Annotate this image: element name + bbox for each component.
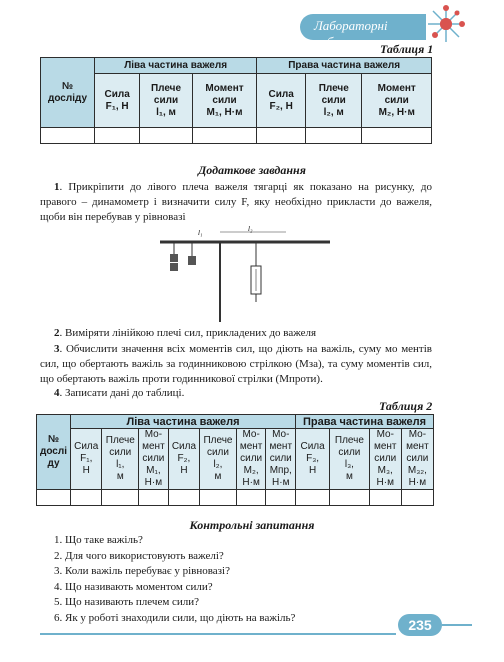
table2-col-header-line: Плече bbox=[105, 435, 135, 446]
table2-col-header-line: мент bbox=[373, 441, 397, 452]
table2-col-header bbox=[71, 429, 102, 490]
extra-step-1: 1. Прикріпити до лівого плеча важеля тягарці як показано на рисунку, до правого – динамометр і визначити силу F, яку необхідно прикласти до важеля, щоби він перебував у рівновазі bbox=[40, 181, 432, 223]
table2-cell bbox=[401, 490, 433, 506]
table2-col-header-line: сили bbox=[206, 447, 229, 458]
table2-col-header-line: Мо- bbox=[272, 429, 290, 440]
figure-label-l1: l₁ bbox=[198, 229, 203, 237]
table2-col-header-line: Н·м bbox=[144, 477, 163, 488]
table2-col-header-line: M₃, bbox=[377, 465, 393, 476]
table1-cell bbox=[140, 128, 192, 144]
table2-left-group: Ліва частина важеля bbox=[71, 415, 296, 429]
table2-col-header-line: l₃, bbox=[344, 459, 354, 470]
table2-col-header-line: Н·м bbox=[376, 477, 394, 488]
control-question: 4. Що називають моментом сили? bbox=[54, 580, 213, 593]
table2-col-header bbox=[139, 429, 169, 490]
table2-col-header-line: сили bbox=[109, 447, 132, 458]
table2-col-header-line: Н·м bbox=[272, 477, 290, 488]
table2-col-header-line: F₁, bbox=[80, 453, 93, 464]
table1-cell bbox=[306, 128, 362, 144]
footer-line bbox=[40, 633, 396, 635]
table1-row-header: № досліду bbox=[41, 58, 95, 128]
table2-col-header-line: сили bbox=[142, 453, 165, 464]
table2-cell bbox=[102, 490, 139, 506]
table2-col-header-line: сили bbox=[374, 453, 397, 464]
table2-col-header-line: мент bbox=[406, 441, 429, 452]
control-question: 6. Як у роботі знаходили сили, що діють на важіль? bbox=[54, 611, 296, 624]
table1-cell bbox=[95, 128, 140, 144]
table2-col-header bbox=[401, 429, 433, 490]
table2-data-row bbox=[37, 490, 434, 506]
table2-col-header-line: l₁, bbox=[116, 459, 125, 470]
table2-col-header-line: F₂, bbox=[177, 453, 191, 464]
table2-col-header-line: мент bbox=[239, 441, 263, 452]
table1-caption: Таблиця 1 bbox=[380, 42, 434, 56]
table1-col-l1: Плече сили l₁, м bbox=[140, 74, 192, 128]
table2-col-header-line: Сила bbox=[300, 441, 325, 452]
table1-col-f2: Сила F₂, Н bbox=[257, 74, 306, 128]
control-question: 3. Коли важіль перебуває у рівновазі? bbox=[54, 565, 230, 577]
table2-col-header-line: F₃, bbox=[306, 453, 320, 464]
table2-row-header: № дослі ду bbox=[37, 415, 71, 490]
section-header-title: Лабораторні роботи bbox=[314, 18, 388, 49]
control-question: 5. Що називають плечем сили? bbox=[54, 596, 200, 608]
table2-col-header bbox=[200, 429, 237, 490]
table2-column-headers bbox=[37, 429, 434, 490]
table2-cell bbox=[330, 490, 370, 506]
table2-col-header bbox=[236, 429, 266, 490]
table2-col-header-line: Мо- bbox=[376, 429, 394, 440]
control-title: Контрольні запитання bbox=[189, 518, 315, 532]
table2-col-header-line: Мо- bbox=[408, 429, 427, 440]
table1-left-group: Ліва частина важеля bbox=[95, 58, 257, 74]
table2-col-header-line: Сила bbox=[74, 441, 99, 452]
table-1 bbox=[40, 57, 432, 144]
table2-col-header-line: Плече bbox=[203, 435, 233, 446]
table1-cell bbox=[192, 128, 257, 144]
table1-col-l2: Плече сили l₂, м bbox=[306, 74, 362, 128]
table2-cell bbox=[369, 490, 401, 506]
table2-cell bbox=[296, 490, 330, 506]
table1-right-group: Права частина важеля bbox=[257, 58, 432, 74]
table2-col-header-line: Mпр, bbox=[269, 465, 292, 476]
table2-col-header-line: сили bbox=[269, 453, 292, 464]
table2-col-header-line: м bbox=[345, 471, 353, 482]
table2-right-group: Права частина важеля bbox=[296, 415, 434, 429]
table2-col-header-line: м bbox=[214, 471, 222, 482]
table2-col-header bbox=[266, 429, 296, 490]
table2-col-header-line: Н bbox=[180, 465, 188, 476]
control-questions bbox=[54, 533, 295, 626]
table2-cell bbox=[266, 490, 296, 506]
table2-col-header-line: сили bbox=[240, 453, 263, 464]
page-number: 235 bbox=[398, 614, 442, 636]
extra-step-3: 3. Обчислити значення всіх моментів сил, що діють на важіль, суму мо ментів сил, що обертають важіль за годинниковою стрілкою (Мза), та суму моментів сил, що обертають важіль проти годинникової стрілки (Мпроти). bbox=[40, 343, 432, 385]
table2-col-header-line: M₃₂, bbox=[407, 465, 427, 476]
control-question: 2. Для чого використовують важелі? bbox=[54, 549, 224, 562]
table2-col-header bbox=[168, 429, 199, 490]
table2-cell bbox=[37, 490, 71, 506]
table2-col-header-line: сили bbox=[406, 453, 429, 464]
table1-cell bbox=[362, 128, 432, 144]
table2-col-header bbox=[330, 429, 370, 490]
table2-col-header bbox=[369, 429, 401, 490]
table2-col-header-line: Н bbox=[308, 465, 317, 476]
table2-col-header-line: M₁, bbox=[146, 465, 161, 476]
table2-col-header-line: M₂, bbox=[243, 465, 259, 476]
table2-col-header-line: сили bbox=[338, 447, 361, 458]
table2-col-header-line: Мо- bbox=[242, 429, 260, 440]
table-2 bbox=[36, 414, 434, 506]
table2-col-header-line: мент bbox=[142, 441, 165, 452]
table2-col-header-line: м bbox=[116, 471, 124, 482]
table1-cell bbox=[41, 128, 95, 144]
table1-col-f1: Сила F₁, Н bbox=[95, 74, 140, 128]
table1-cell bbox=[257, 128, 306, 144]
molecule-icon bbox=[426, 4, 466, 44]
control-question: 1. Що таке важіль? bbox=[54, 534, 143, 546]
table2-col-header-line: Мо- bbox=[144, 429, 163, 440]
table2-cell bbox=[71, 490, 102, 506]
lever-figure bbox=[160, 226, 330, 322]
extra-step-4: 4. Записати дані до таблиці. bbox=[54, 387, 185, 399]
table2-col-header-line: Н bbox=[82, 465, 90, 476]
section-header bbox=[300, 14, 426, 49]
table2-col-header-line: мент bbox=[269, 441, 293, 452]
table2-col-header-line: Н·м bbox=[408, 477, 427, 488]
table1-col-m2: Момент сили M₂, Н·м bbox=[362, 74, 432, 128]
table2-cell bbox=[200, 490, 237, 506]
table2-col-header-line: Плече bbox=[334, 435, 364, 446]
figure-label-l2: l₂ bbox=[248, 226, 253, 233]
footer-line bbox=[442, 624, 472, 626]
table2-col-header bbox=[102, 429, 139, 490]
table2-col-header-line: Сила bbox=[171, 441, 197, 452]
table1-col-m1: Момент сили M₁, Н·м bbox=[192, 74, 257, 128]
table2-col-header-line: Н·м bbox=[242, 477, 260, 488]
table2-col-header bbox=[296, 429, 330, 490]
table2-cell bbox=[139, 490, 169, 506]
table2-col-header-line: l₂, bbox=[213, 459, 223, 470]
table2-caption: Таблиця 2 bbox=[379, 399, 433, 413]
table2-cell bbox=[236, 490, 266, 506]
table2-cell bbox=[168, 490, 199, 506]
extra-task-title: Додаткове завдання bbox=[198, 163, 306, 177]
extra-step-2: 2. Виміряти лінійкою плечі сил, прикладених до важеля bbox=[54, 327, 317, 339]
